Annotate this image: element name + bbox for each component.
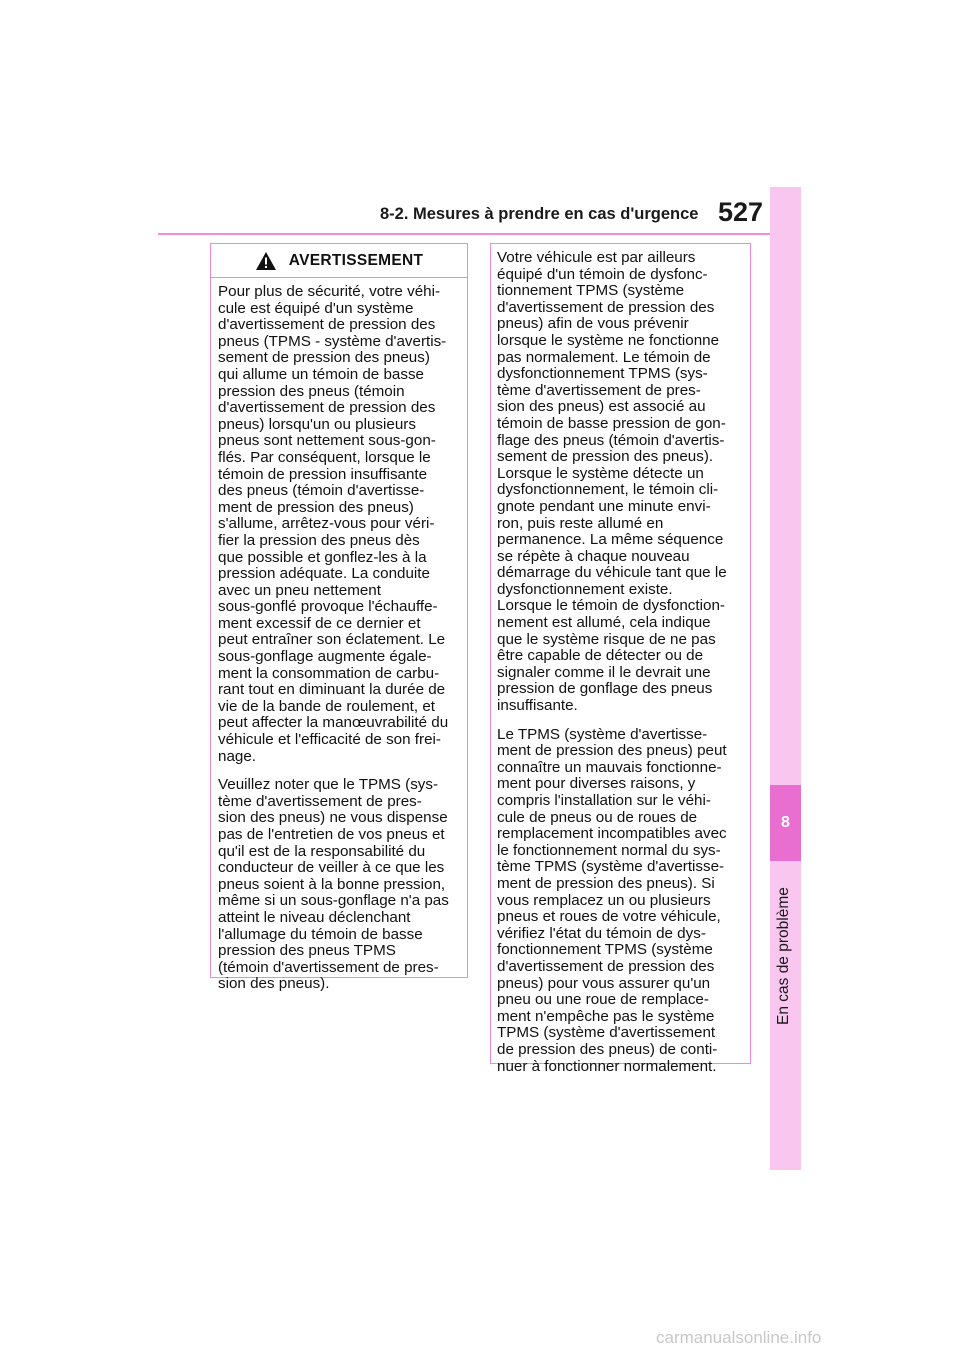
warning-header bbox=[211, 244, 467, 278]
warning-body bbox=[211, 278, 467, 993]
info-paragraph-1: Votre véhicule est par ailleurs équipé d'un témoin de dysfonc- tionnement TPMS (système d'avertissement de pression des pneus) afin de vous prévenir lorsque le système ne fonctionne pas normalement. Le témoin de dysfonctionnement TPMS (sys- tème d'avertissement de pres- sion des pneus) est associé au témoin de basse pression de gon- flage des pneus (témoin d'avertis- sement de pression des pneus). Lorsque le système détecte un dysfonctionnement, le témoin cli- gnote pendant une minute envi- ron, puis reste allumé en permanence. La même séquence se répète à chaque nouveau démarrage du véhicule tant que le dysfonctionnement existe. Lorsque le témoin de dysfonction- nement est allumé, cela indique que le système risque de ne pas être capable de détecter ou de signaler comme il le devrait une pression de gonflage des pneus insuffisante. bbox=[497, 249, 727, 715]
header-divider bbox=[158, 233, 770, 235]
warning-box bbox=[210, 243, 468, 993]
footer-watermark: carmanualsonline.info bbox=[656, 1328, 822, 1347]
warning-paragraph-1: Pour plus de sécurité, votre véhi- cule est équipé d'un système d'avertissement de pression des pneus (TPMS - système d'avertis- sement de pression des pneus) qui allume un témoin de basse pression des pneus (témoin d'avertissement de pression des pneus) lorsqu'un ou plusieurs pneus sont nettement sous-gon- flés. Par conséquent, lorsque le témoin de pression insuffisante des pneus (témoin d'avertisse- ment de pression des pneus) s'allume, arrêtez-vous pour véri- fier la pression des pneus dès que possible et gonflez-les à la pression adéquate. La conduite avec un pneu nettement sous-gonflé provoque l'échauffe- ment excessif de ce dernier et peut entraîner son éclatement. Le sous-gonflage augmente égale- ment la consommation de carbu- rant tout en diminuant la durée de vie de la bande de roulement, et peut affecter la manœuvrabilité du véhicule et l'efficacité de son frei- nage. bbox=[218, 283, 449, 765]
page-number: 527 bbox=[718, 197, 764, 227]
chapter-label: En cas de problème bbox=[775, 887, 792, 1025]
info-box bbox=[490, 243, 751, 1075]
warning-title: AVERTISSEMENT bbox=[288, 251, 424, 269]
section-title: 8-2. Mesures à prendre en cas d'urgence bbox=[380, 205, 699, 223]
chapter-number: 8 bbox=[781, 814, 790, 831]
warning-paragraph-2: Veuillez noter que le TPMS (sys- tème d'avertissement de pres- sion des pneus) ne vous dispense pas de l'entretien de vos pneus et qu'il est de la responsabilité du conducteur de veiller à ce que les pneus soient à la bonne pression, même si un sous-gonflage n'a pas atteint le niveau déclenchant l'allumage du témoin de basse pression des pneus TPMS (témoin d'avertissement de pres- sion des pneus). bbox=[218, 776, 449, 993]
info-paragraph-2: Le TPMS (système d'avertisse- ment de pression des pneus) peut connaître un mauvais fonctionne- ment pour diverses raisons, y compris l'installation sur le véhi- cule de pneus ou de roues de remplacement incompatibles avec le fonctionnement normal du sys- tème TPMS (système d'avertisse- ment de pression des pneus). Si vous remplacez un ou plusieurs pneus et roues de votre véhicule, vérifiez l'état du témoin de dys- fonctionnement TPMS (système d'avertissement de pression des pneus) pour vous assurer qu'un pneu ou une roue de remplace- ment n'empêche pas le système TPMS (système d'avertissement de pression des pneus) de conti- nuer à fonctionner normalement. bbox=[497, 725, 727, 1075]
chapter-number-box bbox=[770, 785, 801, 861]
warning-triangle-icon bbox=[255, 251, 277, 271]
